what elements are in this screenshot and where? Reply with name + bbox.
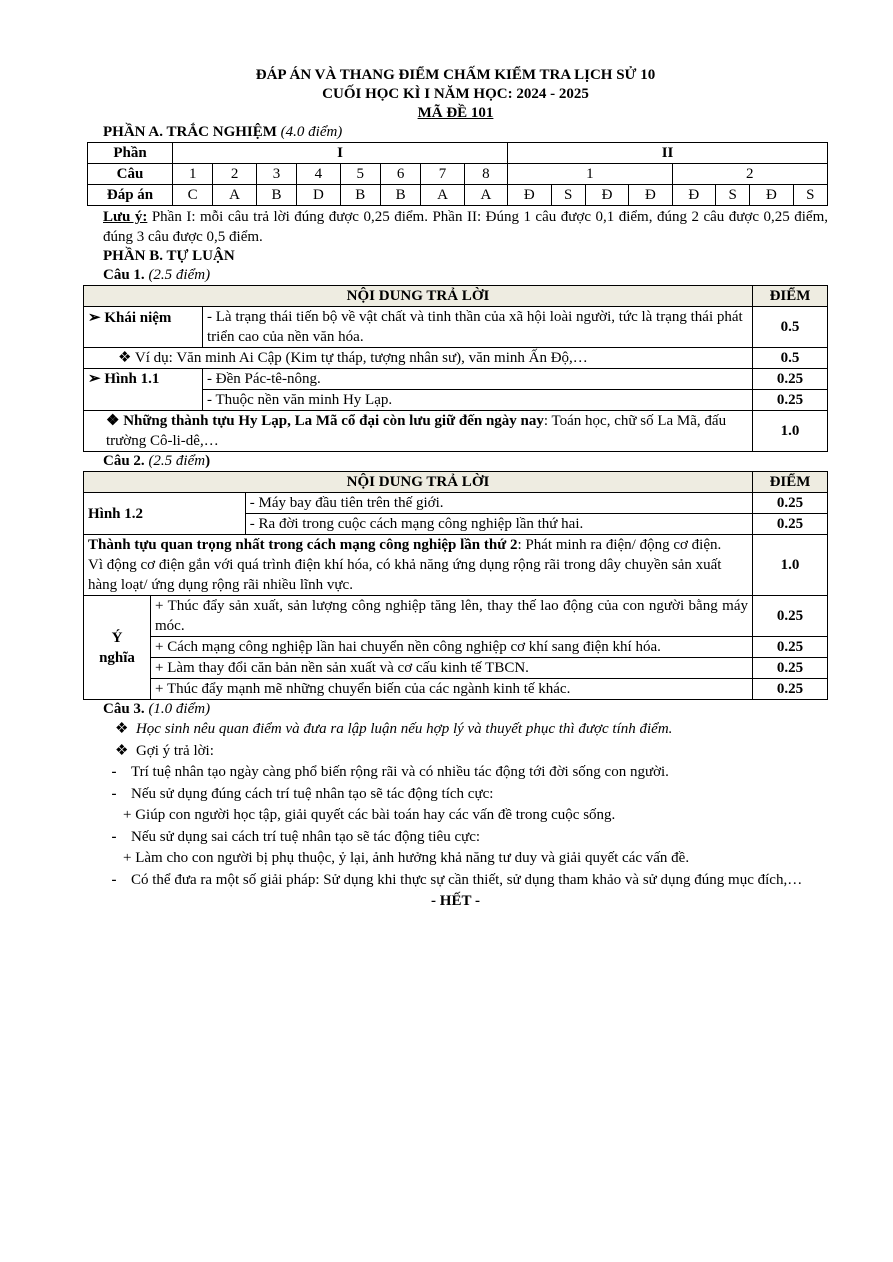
question-2-label: Câu 2. [103, 453, 145, 469]
answer-cell: C [173, 185, 213, 206]
question-number: 1 [508, 164, 672, 185]
answer-cell: B [340, 185, 380, 206]
points-cell: 0.25 [753, 369, 828, 390]
question-number: 8 [464, 164, 507, 185]
part-a-points: (4.0 điểm) [280, 124, 343, 140]
question-2-points-close: ) [205, 453, 211, 469]
answer-cell: B [380, 185, 420, 206]
part-1-label: I [173, 143, 508, 164]
achievements-text [84, 411, 753, 452]
answer-cell: Đ [750, 185, 793, 206]
answer-cell: Đ [585, 185, 628, 206]
question-number: 2 [213, 164, 256, 185]
list-item [103, 827, 828, 849]
content-header: NỘI DUNG TRẢ LỜI [84, 472, 753, 493]
note-label: Lưu ý: [103, 209, 148, 225]
list-item [103, 805, 828, 827]
content-header: NỘI DUNG TRẢ LỜI [84, 286, 753, 307]
figure-answer: - Đền Pác-tê-nông. [203, 369, 753, 390]
figure-answer: - Máy bay đầu tiên trên thế giới. [245, 493, 752, 514]
multiple-choice-table [87, 142, 828, 206]
table-row [84, 493, 828, 514]
list-marker: + [123, 850, 132, 866]
table-row [88, 143, 828, 164]
answer-cell: Đ [629, 185, 672, 206]
diamond-bullet-icon: ❖ [115, 721, 129, 737]
achievements-detail: : Toán học, chữ số La Mã, đấu trường Cô-li-dê,… [106, 413, 727, 449]
significance-label [84, 596, 151, 700]
key-achievement-reason: Vì động cơ điện gắn với quá trình điện khí hóa, có khả năng ứng dụng rộng rãi trong dây chuyền sản xuất hàng loạt/ ứng dụng rộng rãi nhiều lĩnh vực. [88, 557, 722, 593]
question-number: 3 [256, 164, 296, 185]
achievements-bold: ❖ Những thành tựu Hy Lạp, La Mã cổ đại còn lưu giữ đến ngày nay [106, 413, 544, 429]
question-number: 7 [421, 164, 464, 185]
list-text: Giúp con người học tập, giải quyết các bài toán hay các vấn đề trong cuộc sống. [135, 807, 616, 823]
table-row [84, 679, 828, 700]
significance-item: + Làm thay đổi căn bản nền sản xuất và cơ cấu kinh tế TBCN. [151, 658, 753, 679]
question-2-table [83, 471, 828, 700]
row-label-part: Phần [88, 143, 173, 164]
list-item [103, 784, 828, 806]
table-row [84, 658, 828, 679]
answer-cell: D [297, 185, 340, 206]
answer-cell: S [551, 185, 585, 206]
points-cell: 0.25 [753, 493, 828, 514]
diamond-bullet-icon: ❖ [115, 742, 129, 759]
document-title: ĐÁP ÁN VÀ THANG ĐIỂM CHẤM KIỂM TRA LỊCH SỬ 10 [255, 67, 656, 83]
list-marker: + [123, 807, 132, 823]
example-text: ❖ Ví dụ: Văn minh Ai Cập (Kim tự tháp, tượng nhân sư), văn minh Ấn Độ,… [84, 348, 753, 369]
question-2-heading [103, 452, 828, 471]
list-text: Nếu sử dụng đúng cách trí tuệ nhân tạo sẽ tác động tích cực: [131, 785, 494, 802]
answer-cell: Đ [508, 185, 551, 206]
answer-cell: Đ [672, 185, 715, 206]
suggestion-label: Gợi ý trả lời: [135, 742, 214, 759]
list-text: Có thể đưa ra một số giải pháp: Sử dụng khi thực sự cần thiết, sử dụng tham khảo và sử dụng đúng mục đích,… [131, 871, 803, 888]
answer-cell: A [421, 185, 464, 206]
points-cell: 0.25 [753, 514, 828, 535]
list-text: Làm cho con người bị phụ thuộc, ỷ lại, ảnh hưởng khả năng tư duy và giải quyết các vấn đề. [135, 850, 690, 866]
points-cell: 0.25 [753, 596, 828, 637]
question-1-table [83, 285, 828, 452]
question-number: 6 [380, 164, 420, 185]
question-3-points: (1.0 điểm) [148, 701, 211, 717]
scoring-note [103, 207, 828, 247]
list-text: Nếu sử dụng sai cách trí tuệ nhân tạo sẽ tác động tiêu cực: [131, 828, 481, 845]
question-3-answer [103, 719, 828, 891]
list-marker: - [111, 785, 117, 802]
question-1-heading [103, 266, 828, 285]
suggestion-list [103, 762, 828, 891]
answer-cell: B [256, 185, 296, 206]
significance-item: + Thúc đẩy sản xuất, sản lượng công nghiệp tăng lên, thay thế lao động của con người bằng máy móc. [151, 596, 753, 637]
table-header-row [84, 286, 828, 307]
figure-label: Hình 1.2 [84, 493, 246, 535]
list-text: Trí tuệ nhân tạo ngày càng phổ biến rộng rãi và có nhiều tác động tới đời sống con người. [131, 764, 669, 780]
list-item [103, 870, 828, 892]
key-achievement-detail: : Phát minh ra điện/ động cơ điện. [517, 537, 722, 553]
table-row [84, 637, 828, 658]
significance-label-line2: nghĩa [99, 649, 135, 666]
concept-label: ➢ Khái niệm [84, 307, 203, 348]
concept-text: - Là trạng thái tiến bộ về vật chất và tinh thần của xã hội loài người, tức là trạng thái phát triển cao của nền văn hóa. [203, 307, 753, 348]
question-number: 1 [173, 164, 213, 185]
table-row [84, 348, 828, 369]
question-3-heading [103, 700, 828, 719]
figure-answer: - Ra đời trong cuộc cách mạng công nghiệp lần thứ hai. [245, 514, 752, 535]
significance-label-line1: Ý [111, 629, 123, 646]
row-label-answer: Đáp án [88, 185, 173, 206]
table-row [84, 369, 828, 390]
points-cell: 0.25 [753, 658, 828, 679]
points-header: ĐIỂM [753, 286, 828, 307]
part-a-title: PHẦN A. TRẮC NGHIỆM [103, 124, 277, 140]
question-number: 4 [297, 164, 340, 185]
row-label-question: Câu [88, 164, 173, 185]
table-row [88, 164, 828, 185]
points-cell: 0.25 [753, 390, 828, 411]
points-cell: 0.5 [753, 348, 828, 369]
table-row [84, 535, 828, 596]
points-cell: 0.25 [753, 679, 828, 700]
key-achievement-bold: Thành tựu quan trọng nhất trong cách mạng công nghiệp lần thứ 2 [88, 537, 518, 553]
list-item [103, 848, 828, 870]
question-1-label: Câu 1. [103, 267, 145, 283]
answer-cell: A [464, 185, 507, 206]
table-row [88, 185, 828, 206]
end-marker: - HẾT - [431, 893, 480, 909]
points-header: ĐIỂM [753, 472, 828, 493]
table-header-row [84, 472, 828, 493]
question-number: 5 [340, 164, 380, 185]
list-marker: - [111, 828, 117, 845]
list-marker: - [111, 871, 117, 888]
significance-item: + Cách mạng công nghiệp lần hai chuyển nền công nghiệp cơ khí sang điện khí hóa. [151, 637, 753, 658]
part-b-title: PHẦN B. TỰ LUẬN [103, 248, 235, 264]
question-3-label: Câu 3. [103, 701, 145, 717]
table-row [84, 411, 828, 452]
list-marker: - [111, 764, 117, 780]
list-item [103, 762, 828, 784]
table-row [84, 307, 828, 348]
answer-cell: A [213, 185, 256, 206]
instruction-text: Học sinh nêu quan điểm và đưa ra lập luận nếu hợp lý và thuyết phục thì được tính điểm. [135, 721, 673, 737]
points-cell: 1.0 [753, 411, 828, 452]
answer-cell: S [716, 185, 750, 206]
list-item [103, 741, 828, 763]
figure-label: ➢ Hình 1.1 [84, 369, 203, 411]
key-achievement [84, 535, 753, 596]
points-cell: 1.0 [753, 535, 828, 596]
question-1-points: (2.5 điểm) [148, 267, 211, 283]
part-a-heading [103, 123, 828, 142]
exam-code: MÃ ĐỀ 101 [417, 105, 494, 121]
points-cell: 0.5 [753, 307, 828, 348]
document-subtitle: CUỐI HỌC KÌ I NĂM HỌC: 2024 - 2025 [322, 86, 589, 102]
points-cell: 0.25 [753, 637, 828, 658]
list-item [103, 719, 828, 741]
answer-key-document [83, 62, 828, 910]
answer-cell: S [793, 185, 827, 206]
figure-answer: - Thuộc nền văn minh Hy Lạp. [203, 390, 753, 411]
note-text: Phần I: mỗi câu trả lời đúng được 0,25 điểm. Phần II: Đúng 1 câu được 0,1 điểm, đúng 2 câu được 0,25 điểm, đúng 3 câu được 0,5 điểm. [103, 209, 828, 245]
question-number: 2 [672, 164, 827, 185]
part-2-label: II [508, 143, 828, 164]
question-2-points: (2.5 điểm [148, 453, 206, 469]
significance-item: + Thúc đẩy mạnh mẽ những chuyển biến của các ngành kinh tế khác. [151, 679, 753, 700]
table-row [84, 596, 828, 637]
